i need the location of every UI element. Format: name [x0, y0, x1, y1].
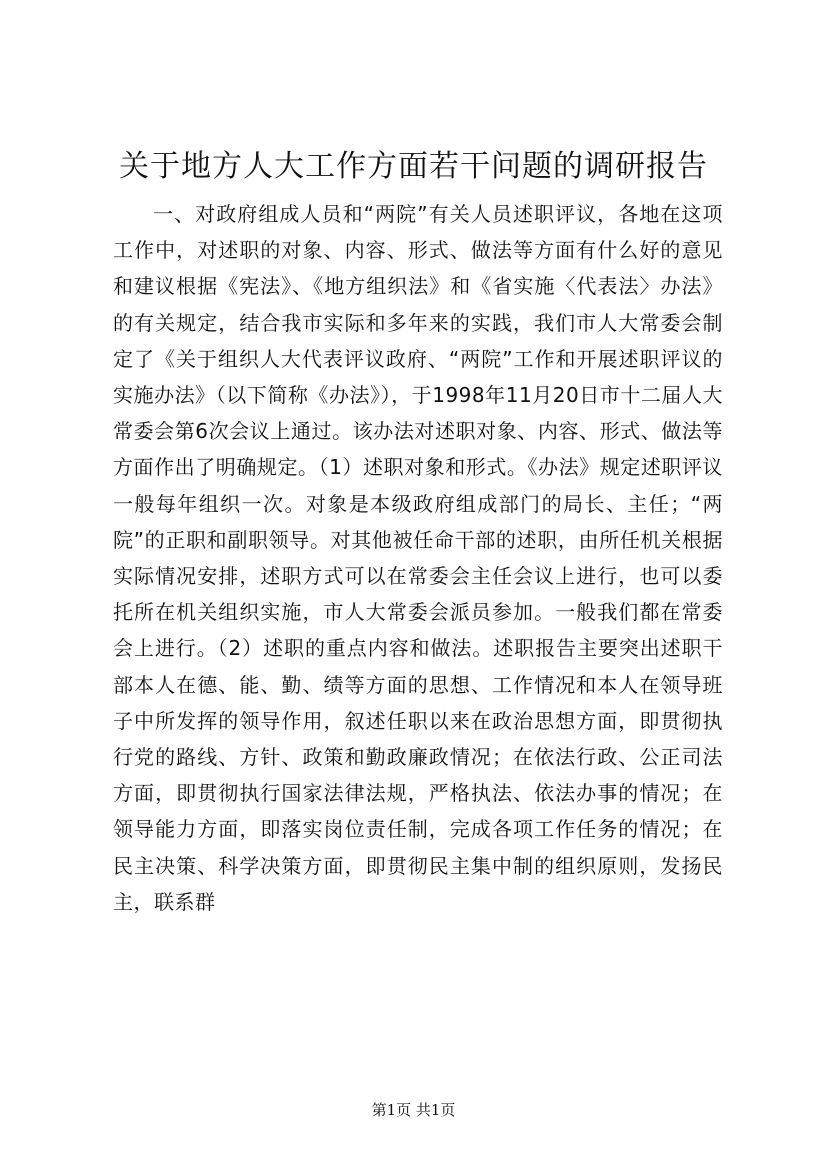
page-number-footer: 第1页 共1页: [371, 1101, 456, 1119]
document-title: 关于地方人大工作方面若干问题的调研报告: [119, 149, 708, 184]
document-body-paragraph: 一、对政府组成人员和“两院”有关人员述职评议，各地在这项工作中，对述职的对象、内容、形式、做法等方面有什么好的意见和建议根据《宪法》、《地方组织法》和《省实施〈代表法〉办法》的有关规定，结合我市实际和多年来的实践，我们市人大常委会制定了《关于组织人大代表评议政府、“两院”工作和开展述职评议的实施办法》（以下简称《办法》），于1998年11月20日市十二届人大常委会第6次会议上通过。该办法对述职对象、内容、形式、做法等方面作出了明确规定。（1）述职对象和形式。《办法》规定述职评议一般每年组织一次。对象是本级政府组成部门的局长、主任；“两院”的正职和副职领导。对其他被任命干部的述职，由所任机关根据实际情况安排，述职方式可以在常委会主任会议上进行，也可以委托所在机关组织实施，市人大常委会派员参加。一般我们都在常委会上进行。（2）述职的重点内容和做法。述职报告主要突出述职干部本人在德、能、勤、绩等方面的思想、工作情况和本人在领导班子中所发挥的领导作用，叙述任职以来在政治思想方面，即贯彻执行党的路线、方针、政策和勤政廉政情况；在依法行政、公正司法方面，即贯彻执行国家法律法规，严格执法、依法办事的情况；在领导能力方面，即落实岗位责任制，完成各项工作任务的情况；在民主决策、科学决策方面，即贯彻民主集中制的组织原则，发扬民主，联系群: [113, 202, 723, 914]
